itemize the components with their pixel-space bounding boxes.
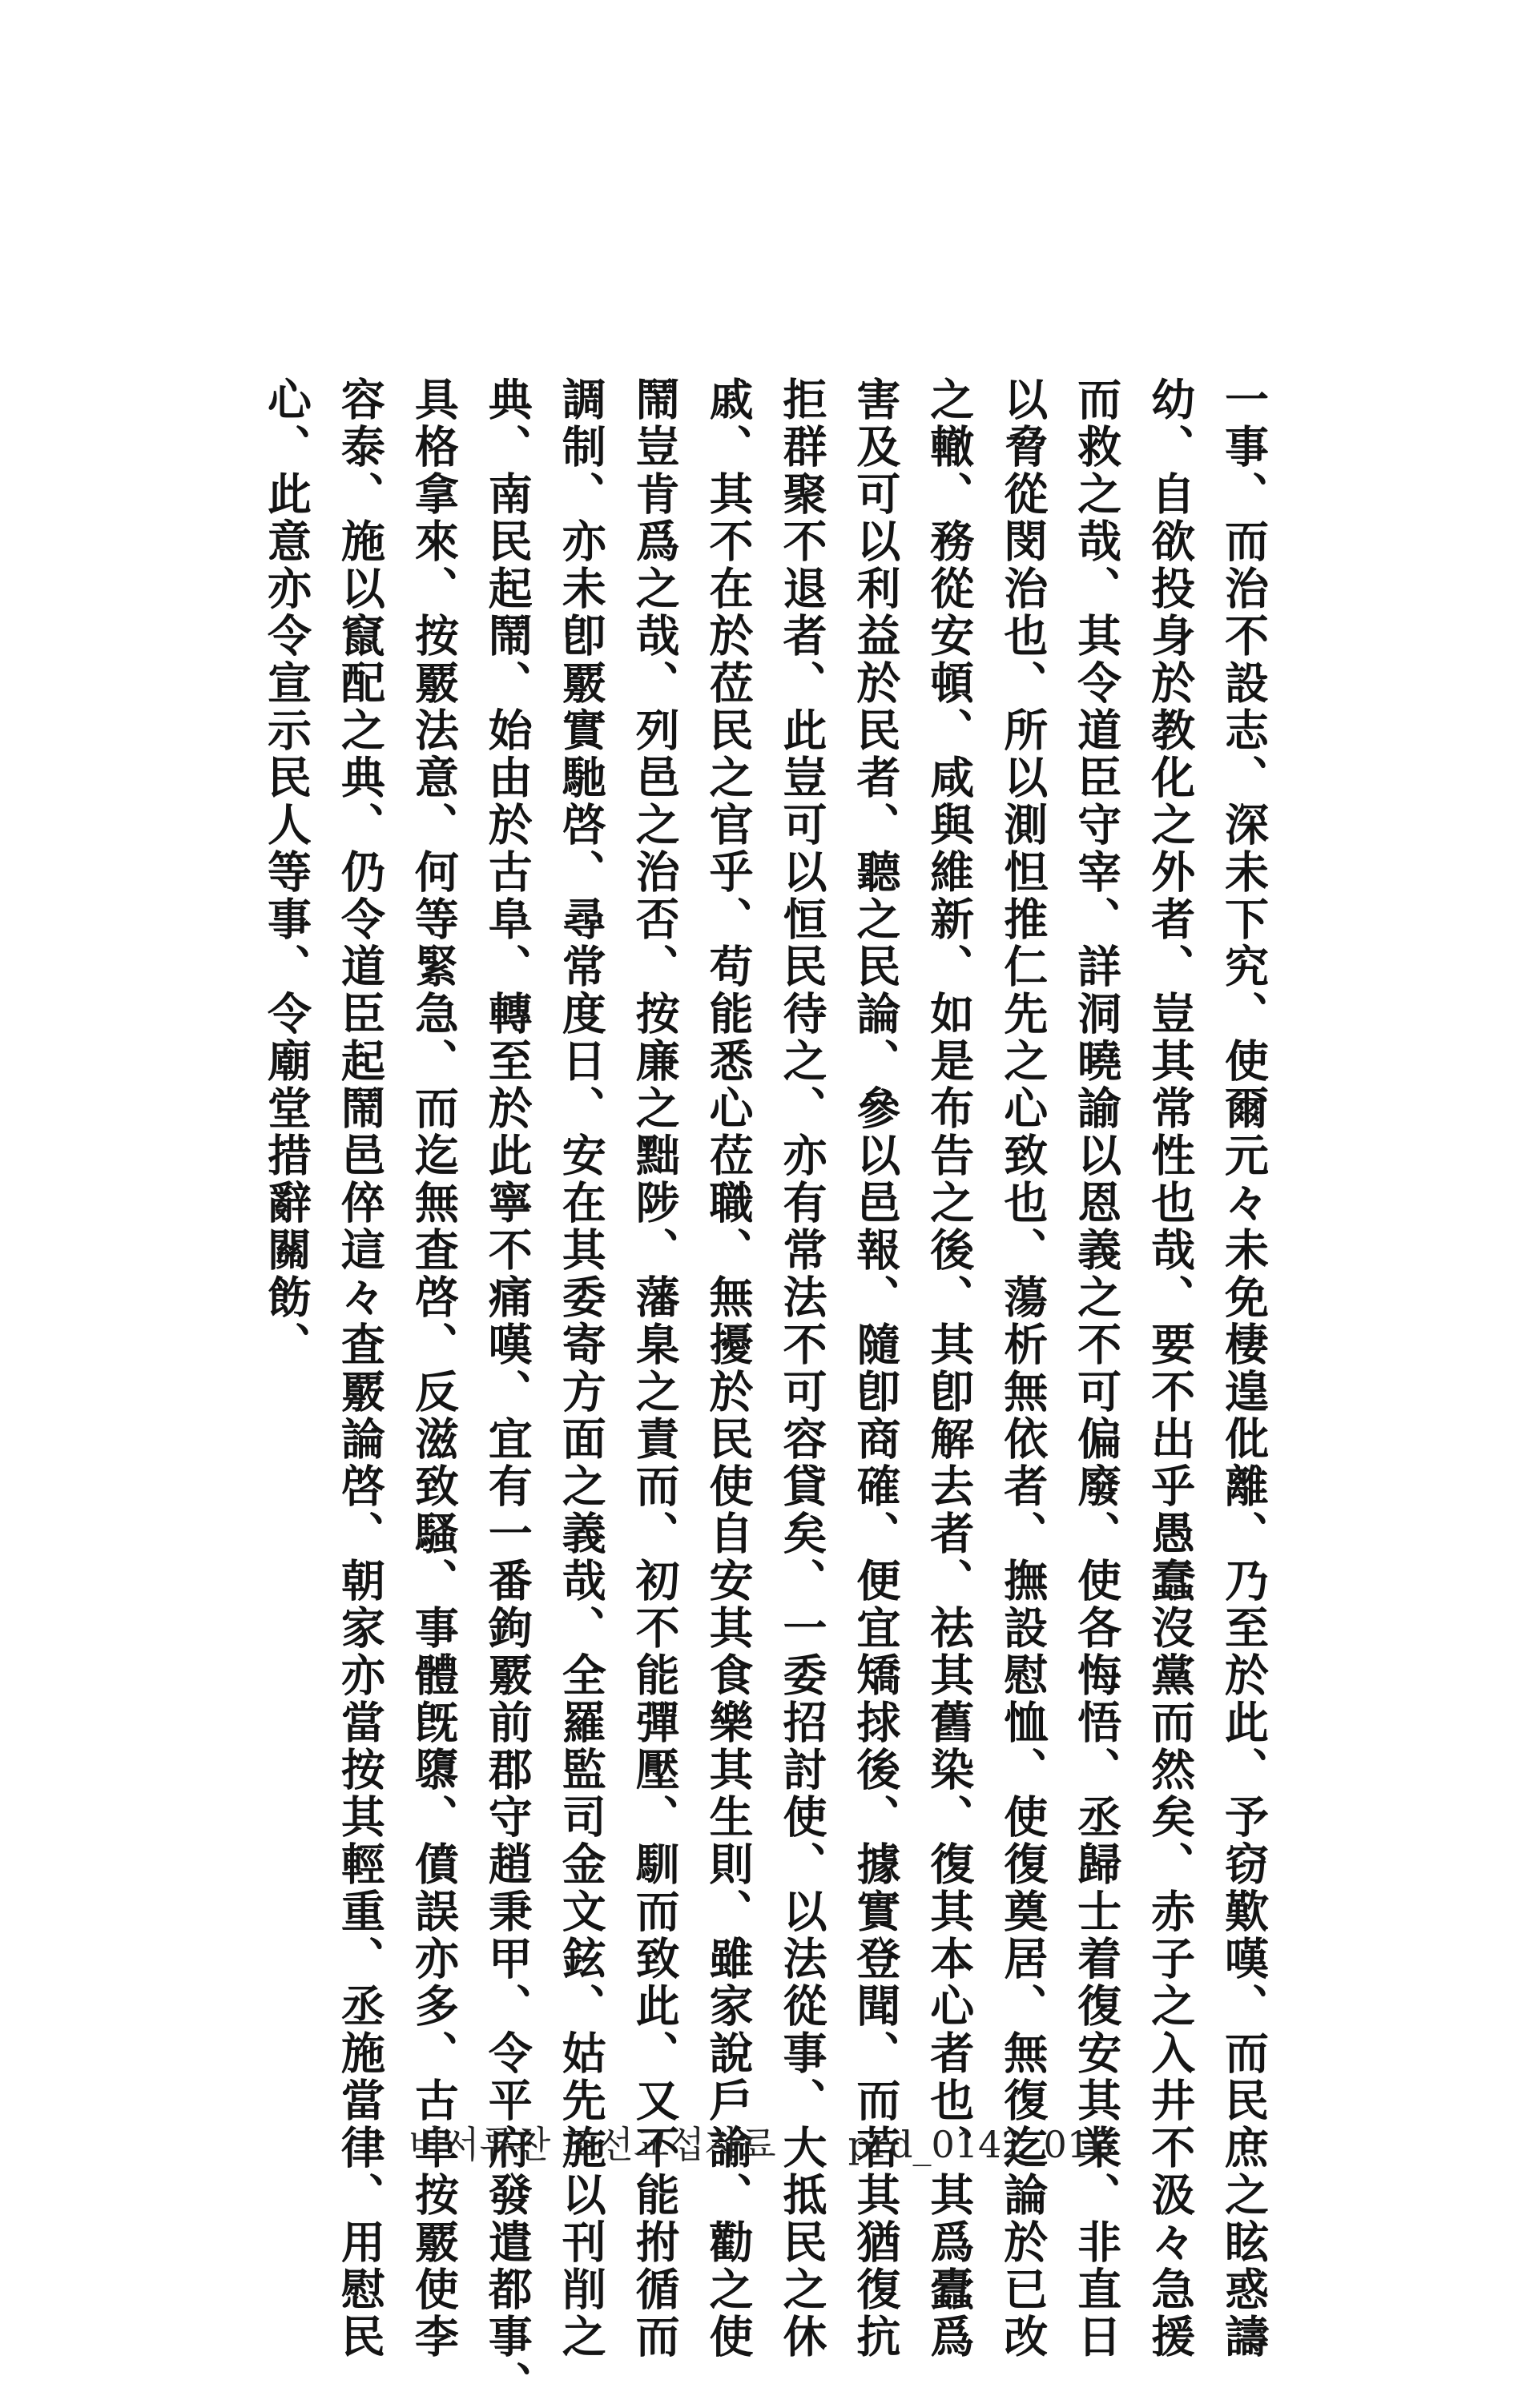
text-column-9: 鬧豈肯爲之哉、列邑之治否、按廉之黜陟、藩臬之責而、初不能彈壓、馴而致此、又不能拊循而 bbox=[628, 376, 681, 2361]
text-column-11: 典、南民起鬧、始由於古阜、轉至於此寧不痛嘆、宜有一番鉤覈前郡守趙秉甲、令平府發遣都事、 bbox=[481, 376, 534, 2408]
text-column-4: 以脅從閔治也、所以測怛推仁先之心致也、蕩析無依者、撫設慰恤、使復奠居、無復迄論於已改 bbox=[997, 376, 1049, 2361]
text-column-13: 容泰、施以竄配之典、仍令道臣起鬧邑倅這々査覈論啓、朝家亦當按其輕重、丞施當律、用慰民 bbox=[333, 376, 386, 2361]
text-column-14: 心、此意亦令宣示民人等事、令廟堂措辭關飭、 bbox=[260, 376, 312, 1369]
text-column-3: 而救之哉、其令道臣守宰、詳洞曉諭以恩義之不可偏廢、使各悔悟、丞歸士着復安其業、非直日 bbox=[1070, 376, 1123, 2361]
text-column-7: 拒群聚不退者、此豈可以恒民待之、亦有常法不可容貸矣、一委招討使、以法從事、大抵民之休 bbox=[775, 376, 828, 2361]
footer-page-id: prd_0142_016 bbox=[848, 2123, 1114, 2166]
text-column-8: 戚、其不在於莅民之官乎、苟能悉心莅職、無擾於民使自安其食樂其生則、雖家說戶諭、勸之使 bbox=[702, 376, 755, 2361]
footer-title: 비서류찬 조선교섭자료 bbox=[408, 2123, 776, 2166]
text-column-10: 調制、亦未卽覈實馳啓、尋常度日、安在其委寄方面之義哉、全羅監司金文鉉、姑先施以刊削之 bbox=[554, 376, 607, 2361]
text-column-1: 一事、而治不設志、深未下究、使爾元々未免棲遑仳離、乃至於此、予窃歎嘆、而民庶之眩惑譸 bbox=[1217, 376, 1270, 2361]
text-column-6: 害及可以利益於民者、聽之民論、參以邑報、隨卽商確、便宜矯捄後、據實登聞、而若其猶復抗 bbox=[849, 376, 902, 2361]
text-column-5: 之轍、務從安頓、咸與維新、如是布告之後、其卽解去者、祛其舊染、復其本心者也、其爲蠹爲 bbox=[923, 376, 976, 2361]
page-footer bbox=[0, 2116, 1522, 2169]
text-column-2: 幼、自欲投身於教化之外者、豈其常性也哉、要不出乎愚蠢沒黨而然矣、赤子之入井不汲々急援 bbox=[1144, 376, 1197, 2361]
text-column-12: 具格拿來、按覈法意、何等緊急、而迄無査啓、反滋致騷、事體旣隳、僨誤亦多、古阜按覈使李 bbox=[407, 376, 460, 2361]
